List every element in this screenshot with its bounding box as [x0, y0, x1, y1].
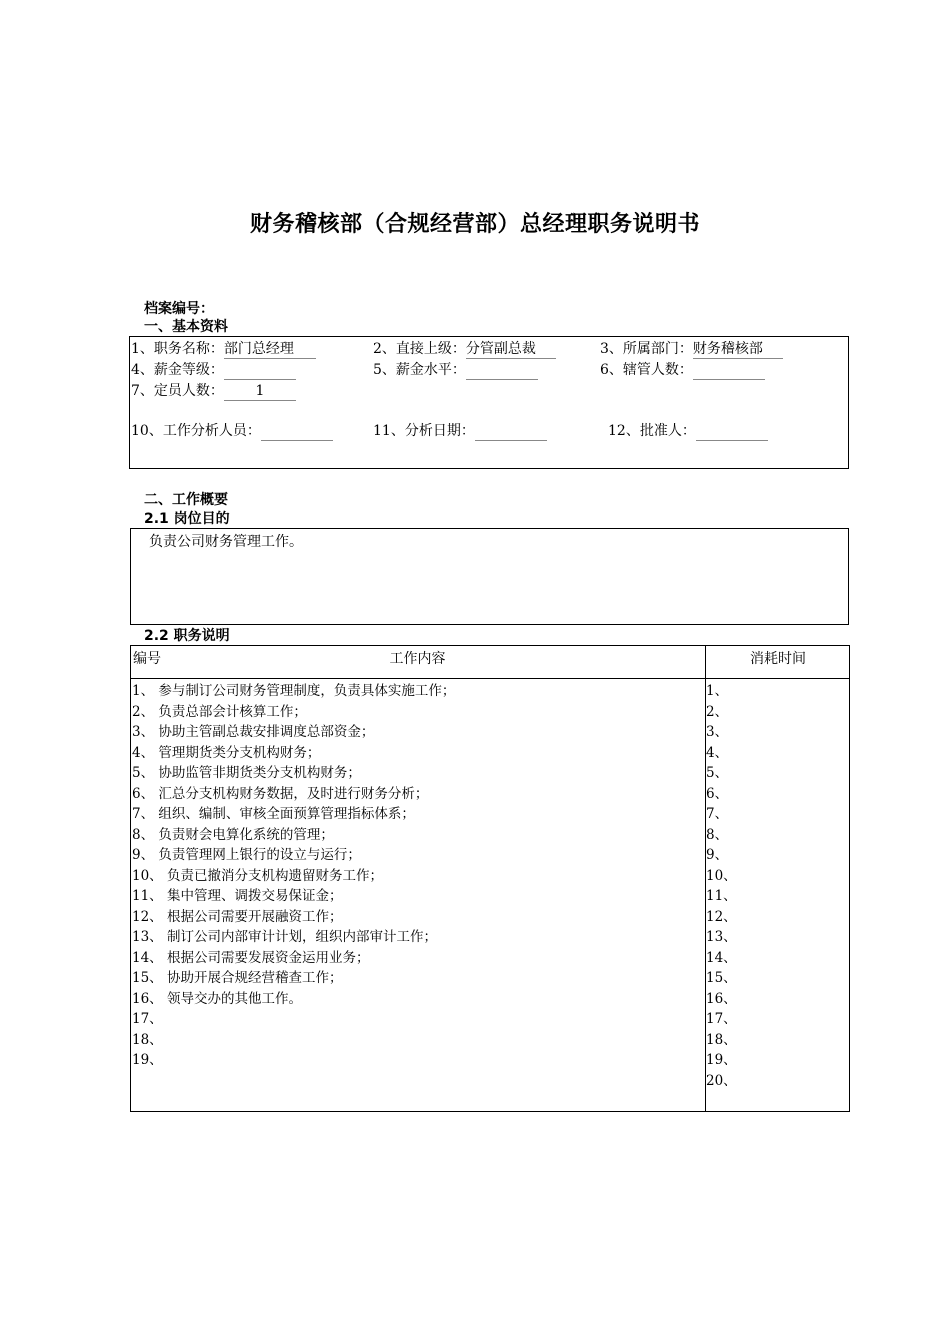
duty-item: 11、 集中管理、调拨交易保证金；	[132, 888, 343, 904]
job-analyst-label: 10、工作分析人员：	[131, 423, 261, 439]
duty-item: 18、	[132, 1031, 163, 1048]
time-item: 11、	[706, 888, 737, 904]
job-analyst-blank	[261, 422, 333, 441]
salary-grade-label: 4、薪金等级：	[131, 362, 224, 378]
subordinates-field	[600, 360, 765, 380]
time-item: 10、	[706, 867, 737, 884]
duty-item: 8、 负责财会电算化系统的管理；	[132, 826, 334, 843]
department-value: 财务稽核部	[693, 340, 783, 359]
time-item: 8、	[706, 826, 729, 843]
time-item: 17、	[706, 1011, 737, 1027]
time-item: 3、	[706, 724, 729, 740]
headcount-field	[131, 381, 296, 401]
time-item: 16、	[706, 990, 737, 1007]
col-header-time: 消耗时间	[750, 651, 806, 667]
duty-item: 17、	[132, 1011, 163, 1027]
time-item: 20、	[706, 1072, 737, 1089]
headcount-value: 1	[224, 382, 296, 401]
duty-item: 3、 协助主管副总裁安排调度总部资金；	[132, 724, 375, 740]
duty-item: 15、 协助开展合规经营稽查工作；	[132, 970, 343, 986]
duty-item: 13、 制订公司内部审计计划，组织内部审计工作；	[132, 929, 437, 945]
col-header-number: 编号	[133, 651, 161, 667]
time-item: 7、	[706, 806, 729, 822]
salary-level-blank	[466, 361, 538, 380]
subordinates-label: 6、辖管人数：	[600, 362, 693, 378]
time-item: 9、	[706, 847, 729, 863]
time-item: 2、	[706, 703, 729, 720]
time-item: 14、	[706, 949, 737, 966]
duty-item: 1、 参与制订公司财务管理制度，负责具体实施工作；	[132, 683, 456, 699]
salary-grade-field	[131, 360, 296, 380]
time-item: 6、	[706, 785, 729, 802]
col-header-content: 工作内容	[389, 651, 446, 667]
duty-item: 6、 汇总分支机构财务数据，及时进行财务分析；	[132, 785, 429, 802]
department-field	[600, 339, 783, 359]
time-rows	[706, 681, 846, 1091]
time-item: 5、	[706, 765, 729, 781]
duty-item: 16、 领导交办的其他工作。	[132, 990, 302, 1007]
time-item: 15、	[706, 970, 737, 986]
job-purpose-box	[130, 528, 849, 625]
duty-item: 19、	[132, 1052, 163, 1068]
duty-item: 4、 管理期货类分支机构财务；	[132, 744, 321, 761]
job-title-field	[131, 339, 316, 359]
duty-item: 5、 协助监管非期货类分支机构财务；	[132, 765, 361, 781]
duty-item: 7、 组织、编制、审核全面预算管理指标体系；	[132, 806, 415, 822]
job-purpose-text: 负责公司财务管理工作。	[149, 534, 303, 550]
salary-level-field	[373, 360, 538, 380]
duty-item: 12、 根据公司需要开展融资工作；	[132, 908, 343, 925]
time-item: 4、	[706, 744, 729, 761]
duty-rows	[132, 681, 702, 1071]
analysis-date-blank	[475, 422, 547, 441]
time-item: 19、	[706, 1052, 737, 1068]
analysis-date-label: 11、分析日期：	[373, 423, 475, 439]
headcount-label: 7、定员人数：	[131, 383, 224, 399]
section-work-overview-heading: 二、工作概要	[144, 492, 228, 508]
approver-blank	[696, 422, 768, 441]
page-title: 财务稽核部（合规经营部）总经理职务说明书	[249, 212, 700, 237]
approver-label: 12、批准人：	[608, 423, 696, 439]
analysis-date-field	[373, 421, 547, 441]
duties-header-divider	[130, 678, 850, 679]
direct-superior-field	[373, 339, 556, 359]
job-title-label: 1、职务名称：	[131, 341, 224, 357]
time-item: 12、	[706, 908, 737, 925]
duty-item: 9、 负责管理网上银行的设立与运行；	[132, 847, 361, 863]
salary-grade-blank	[224, 361, 296, 380]
job-purpose-heading: 2.1 岗位目的	[144, 511, 230, 527]
duty-item: 14、 根据公司需要发展资金运用业务；	[132, 949, 370, 966]
time-item: 1、	[706, 683, 729, 699]
salary-level-label: 5、薪金水平：	[373, 362, 466, 378]
duties-heading: 2.2 职务说明	[144, 628, 230, 644]
time-item: 13、	[706, 929, 737, 945]
archive-number-label: 档案编号：	[144, 301, 214, 317]
approver-field	[608, 421, 768, 441]
duty-item: 10、 负责已撤消分支机构遗留财务工作；	[132, 867, 383, 884]
direct-superior-value: 分管副总裁	[466, 340, 556, 359]
direct-superior-label: 2、直接上级：	[373, 341, 466, 357]
department-label: 3、所属部门：	[600, 341, 693, 357]
time-item: 18、	[706, 1031, 737, 1048]
section-basic-info-heading: 一、基本资料	[144, 319, 228, 335]
duty-item: 2、 负责总部会计核算工作；	[132, 703, 307, 720]
job-title-value: 部门总经理	[224, 340, 316, 359]
subordinates-blank	[693, 361, 765, 380]
job-analyst-field	[131, 421, 333, 441]
